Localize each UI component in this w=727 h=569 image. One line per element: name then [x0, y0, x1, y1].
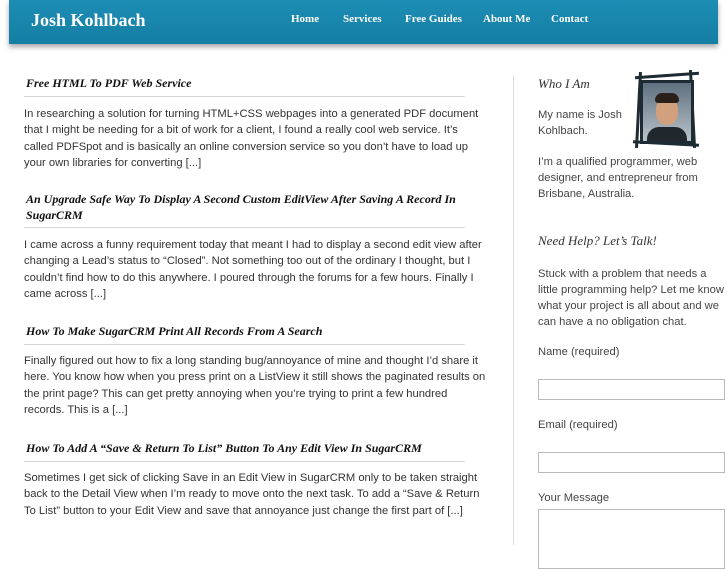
- post-excerpt: Sometimes I get sick of clicking Save in an Edit View in SugarCRM only to be taken straight back to the Detail View when I’m ready to move onto the next task. To add a “Save & Return To List” button to your Edit View and save that annoyance just change the first part of [...]: [24, 472, 480, 517]
- post-divider: [24, 227, 465, 228]
- who-i-am-title: Who I Am: [538, 76, 590, 91]
- post-divider: [24, 96, 465, 97]
- site-logo[interactable]: Josh Kohlbach: [31, 10, 146, 30]
- need-help-text: Stuck with a problem that needs a little programming help? Let me know what your project is all about and we can have a no obligation chat.: [538, 268, 724, 328]
- message-label: Your Message: [538, 492, 610, 504]
- nav-contact[interactable]: Contact: [551, 13, 589, 25]
- name-field[interactable]: [538, 379, 725, 400]
- nav-about-me[interactable]: About Me: [483, 13, 531, 25]
- post-excerpt: Finally figured out how to fix a long standing bug/annoyance of mine and thought I’d share it here. You know how when you press print on a ListView it still shows the paginated results on the print page? This can get pretty annoying when you’re trying to print a few hundred records. This is a [...]: [24, 355, 486, 416]
- name-label: Name (required): [538, 346, 620, 358]
- post-divider: [24, 461, 465, 462]
- column-divider: [513, 76, 514, 545]
- post-excerpt: I came across a funny requirement today that meant I had to display a second edit view after changing a Lead’s status to “Closed”. Not something too out of the ordinary I thought, but I couldn’t find how to do this anywhere. I poured through the forums for a few hours. Finally I came across [...]: [24, 239, 482, 300]
- need-help-title: Need Help? Let’s Talk!: [538, 233, 657, 248]
- post-title[interactable]: How To Make SugarCRM Print All Records From A Search: [26, 324, 323, 338]
- post-excerpt: In researching a solution for turning HTML+CSS webpages into a generated PDF document that I might be needing for a bit of work for a client, I found a really cool web service. It’s called PDFSpot and is basically an online conversion service so you don’t have to load up your own libraries for converting [...]: [24, 108, 479, 169]
- message-field[interactable]: [538, 509, 725, 569]
- email-field[interactable]: [538, 452, 725, 473]
- who-i-am-bio: I’m a qualified programmer, web designer, and entrepreneur from Brisbane, Australia.: [538, 156, 698, 200]
- post-title[interactable]: Free HTML To PDF Web Service: [26, 76, 192, 90]
- nav-services[interactable]: Services: [343, 13, 382, 25]
- post-divider: [24, 344, 465, 345]
- post-title[interactable]: An Upgrade Safe Way To Display A Second Custom EditView After Saving A Record In SugarCRM: [26, 192, 456, 222]
- who-i-am-intro: My name is Josh Kohlbach.: [538, 109, 622, 137]
- nav-free-guides[interactable]: Free Guides: [405, 13, 462, 25]
- post-title[interactable]: How To Add A “Save & Return To List” Button To Any Edit View In SugarCRM: [26, 441, 422, 455]
- email-label: Email (required): [538, 419, 618, 431]
- nav-home[interactable]: Home: [291, 13, 320, 25]
